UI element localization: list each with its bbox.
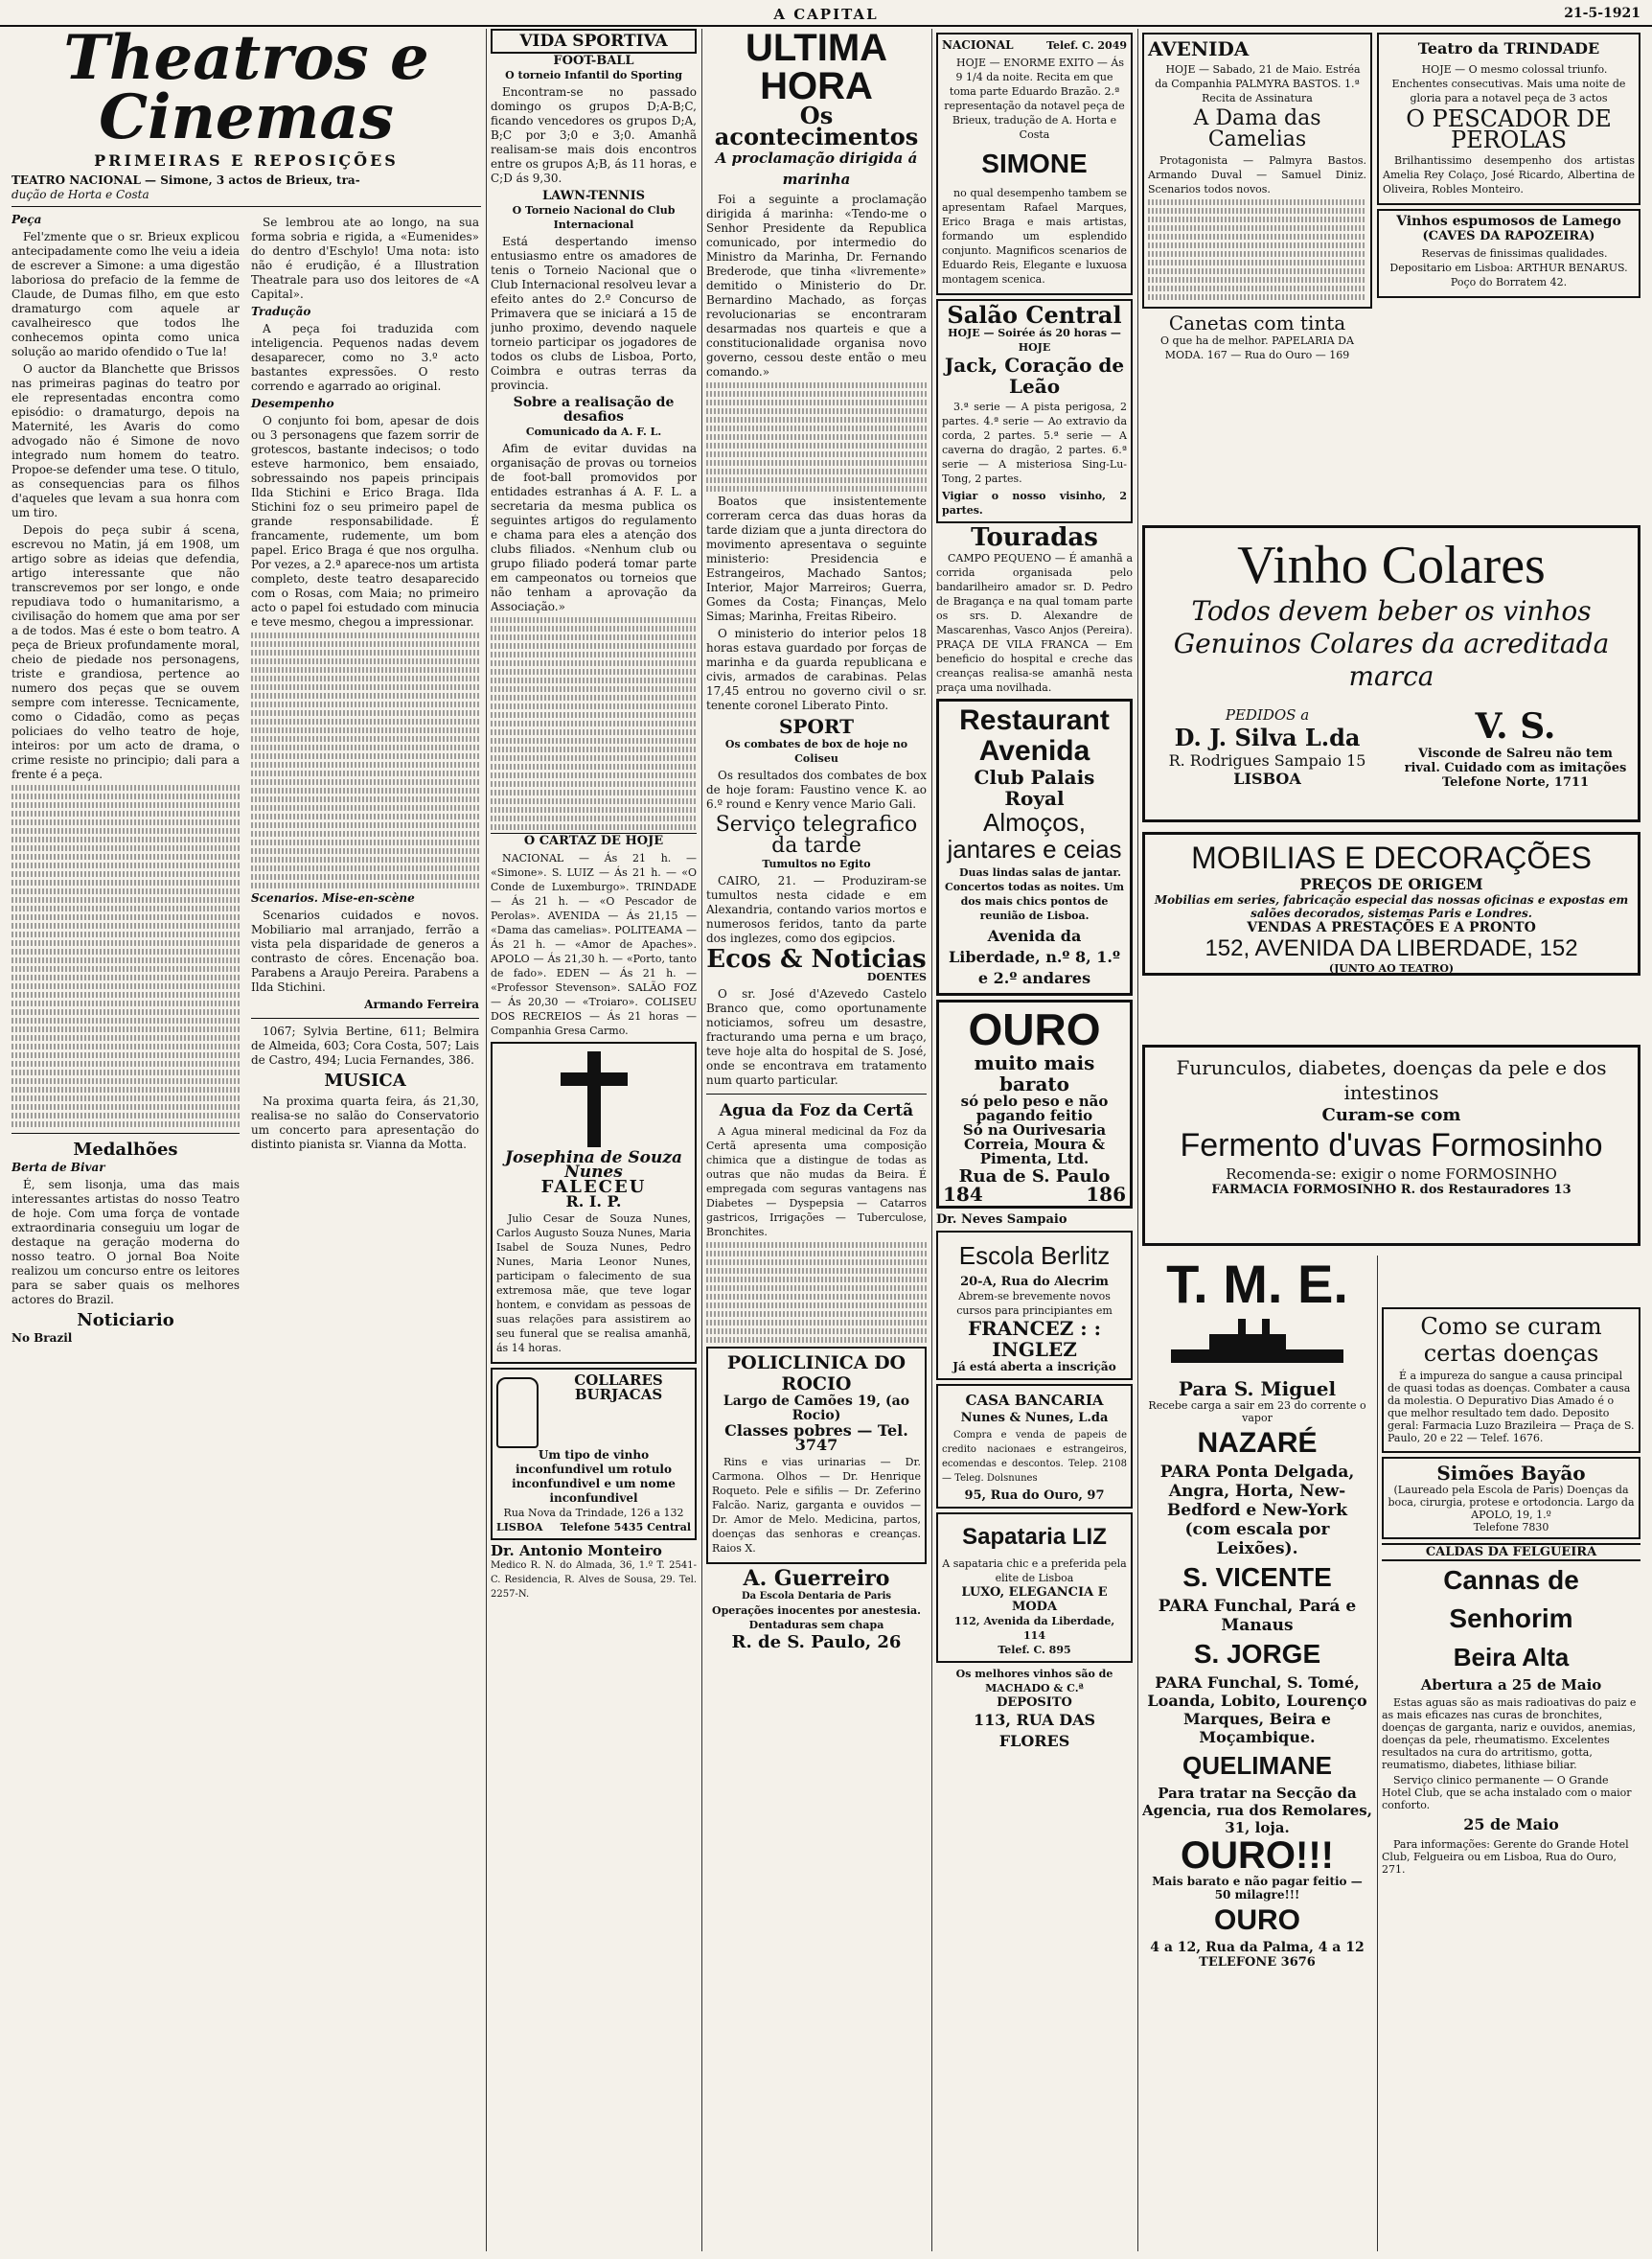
abertura-text: Abertura a 25 de Maio bbox=[1420, 1676, 1602, 1694]
article-text: O conjunto foi bom, apesar de dois ou 3 personagens que fazem sorrir de grotescos, bastante indecisos; o todo esteve harmonico, bem ensaiado, sobressaindo nos papeis principais Ilda Stichini e Erico Braga. Ilda Stichini foz o seu primeiro papel de grande responsabilidade. É francamente, rudemente, um bom papel. Erico Braga é que nos orgulha. Por vezes, a 2.ª aparece-nos um artista completo, deste teatro desaparecido com o Rosas, com Maia; no primeiro acto o papel foi estudado com minucia e teve mesmo, chegou a impressionar. bbox=[251, 414, 479, 629]
ultima-hora-column bbox=[706, 29, 927, 2251]
text-filler bbox=[706, 382, 927, 492]
lawn-tennis-subheading: O Torneio Nacional do Club Internacional bbox=[512, 204, 676, 231]
text-filler bbox=[491, 617, 697, 830]
vinho-vs-phone: Telefone Norte, 1711 bbox=[1441, 775, 1590, 790]
restaurant-club: Club Palais Royal bbox=[974, 766, 1095, 810]
proclamacao-heading: A proclamação dirigida á marinha bbox=[715, 150, 918, 188]
mobilias-ad bbox=[1142, 832, 1641, 976]
ultima-hora-heading: ULTIMA HORA bbox=[745, 29, 888, 107]
simoes-ad bbox=[1382, 1457, 1641, 1539]
salao-central-ad bbox=[936, 299, 1133, 523]
sport-column bbox=[491, 29, 697, 2251]
theatres-subtitle: PRIMEIRAS E REPOSIÇÕES bbox=[94, 151, 399, 170]
article-text: 1067; Sylvia Bertine, 611; Belmira de Almeida, 603; Cora Costa, 507; Lais de Castro, 494; Lucia Fernandes, 386. bbox=[251, 1025, 479, 1067]
como-text: É a impureza do sangue a causa principal de quasi todas as doenças. Combater a causa da molestia. O Depurativo Dias Amado é o que melhor resultado tem dado. Deposito geral: Farmacia Luzo Brazileira — Praça de S. Paulo, 20 e 22 — Telef. 1676. bbox=[1388, 1370, 1635, 1444]
mobilias-text: Mobilias em series, fabricação especial das nossas oficinas e expostas em salões decorados, sistemas Paris e Londres. bbox=[1154, 893, 1629, 920]
ouro-address: Rua de S. Paulo bbox=[958, 1166, 1111, 1187]
fermento-text: Recomenda-se: exigir o nome FORMOSINHO bbox=[1226, 1165, 1557, 1183]
sport-heading: SPORT bbox=[778, 715, 855, 738]
ouro-number-2: 186 bbox=[1086, 1183, 1126, 1206]
simone-title: SIMONE bbox=[981, 149, 1088, 178]
touradas-text: CAMPO PEQUENO — É amanhã a corrida organisada pelo bandarilheiro amador sr. D. Pedro de Bragança e na qual tomam parte os srs. D. Alexandre de Mascarenhas, Vasco Anjos (Pereira). PRAÇA DE VILA FRANCA — Em beneficio do hospital e creche das creanças realisa-se amanhã nesta praça uma novilhada. bbox=[936, 552, 1133, 694]
text-filler bbox=[11, 785, 240, 1127]
mobilias-title: MOBILIAS E DECORAÇÕES bbox=[1191, 841, 1592, 875]
article-text: Está despertando imenso entusiasmo entre os amadores de tenis o Torneio Nacional que o Club Internacional resolveu levar a efeito antes do 2.º Concurso de Primavera que se iniciará a 15 de junho proximo, devendo naquele torneio participar os jogadores de todos os clubs de Lisboa, Porto, Coimbra e outras terras da provincia. bbox=[491, 235, 697, 392]
lamego-sub: (CAVES DA RAPOZEIRA) bbox=[1422, 229, 1595, 243]
desafios-subheading: Comunicado da A. F. L. bbox=[525, 426, 662, 438]
sapataria-address: 112, Avenida da Liberdade, 114 bbox=[953, 1615, 1115, 1642]
canetas-text: O que ha de melhor. PAPELARIA DA MODA. 167 — Rua do Ouro — 169 bbox=[1160, 334, 1354, 361]
policlinica-ad bbox=[706, 1347, 927, 1564]
simoes-text: (Laureado pela Escola de Paris) Doenças da boca, cirurgia, protese e ortodoncia. Largo da APOLO, 19, 1.º bbox=[1388, 1484, 1635, 1521]
ouro2-text: Mais barato e não pagar feitio — 50 milagre!!! bbox=[1152, 1875, 1363, 1902]
nazare-text: PARA Ponta Delgada, Angra, Horta, New-Bedford e New-York (com escala por Leixões). bbox=[1159, 1463, 1355, 1558]
ship-icon bbox=[1142, 1317, 1372, 1374]
berlitz-open: Já está aberta a inscrição bbox=[952, 1360, 1116, 1373]
machado-address: 113, RUA DAS FLORES bbox=[973, 1711, 1096, 1750]
berlitz-title: Escola Berlitz bbox=[958, 1241, 1111, 1270]
casa-text: Compra e venda de papeis de credito nacionaes e estrangeiros, ecomendas e descontos. Telep. 2108 — Teleg. Dolsnunes bbox=[942, 1430, 1127, 1484]
caldas-date: 25 de Maio bbox=[1463, 1815, 1559, 1833]
article-text: O auctor da Blanchette que Brissos nas primeiras paginas do teatro por ele representadas encontra como episódio: o dramaturgo, depois na Maternité, les Avaris do como advogado não é Simone de novo integrado num homem do teatro. Propoe-se defender uma tese. O titulo, as consequencias para os filhos d'aqueles que levam a sua honra com um tiro. bbox=[11, 362, 240, 519]
ouro3-title: OURO bbox=[1214, 1904, 1300, 1936]
policlinica-text: Rins e vias urinarias — Dr. Carmona. Olhos — Dr. Henrique Roqueto. Pele e sifilis — Dr. Zeferino Falcão. Nariz, garganta e ouvidos — Dr. Amor de Melo. Medicina, partos, doenças das senhoras e creanças. Raios X. bbox=[712, 1456, 921, 1555]
acontecimentos-heading: Os acontecimentos bbox=[714, 102, 919, 150]
vicente-title: S. VICENTE bbox=[1182, 1562, 1332, 1592]
ouro-text: só pelo peso e não pagando feitio bbox=[960, 1093, 1109, 1124]
text-filler bbox=[251, 633, 479, 888]
lamego-title: Vinhos espumosos de Lamego bbox=[1396, 214, 1621, 229]
mobilias-near: (JUNTO AO TEATRO) bbox=[1328, 962, 1455, 975]
cannas-title: Cannas de Senhorim bbox=[1443, 1565, 1579, 1633]
cross-icon bbox=[561, 1051, 628, 1147]
mobilias-sub: PREÇOS DE ORIGEM bbox=[1299, 875, 1483, 893]
collares-address: Rua Nova da Trindade, 126 a 132 bbox=[503, 1507, 684, 1519]
caldas-text: Estas aguas são as mais radioativas do paiz e as mais eficazes nas curas de bronchites, doenças de garganta, nariz e ouvidos, anemias, doenças da pele, rheumatismo. Excelentes resultados na cura do artritismo, gotta, reumatismo, diabetes, lithiase biliar. bbox=[1382, 1696, 1637, 1771]
vigiar-text: Vigiar o nosso visinho, 2 partes. bbox=[942, 490, 1127, 517]
lamego-ad bbox=[1377, 209, 1641, 298]
jorge-title: S. JORGE bbox=[1193, 1639, 1321, 1669]
obituary-text: Julio Cesar de Souza Nunes, Carlos Augusto Souza Nunes, Maria Isabel de Souza Nunes, Pedro Nunes, Maria Leonor Nunes, participam o falecimento de sua extremosa mãe, que teve logar hontem, e convidam as pessoas de suas relações para assistirem ao seu funeral que se realisa amanhã, ás 14 horas. bbox=[496, 1212, 691, 1354]
jorge-text: PARA Funchal, S. Tomé, Loanda, Lobito, Lourenço Marques, Beira e Moçambique. bbox=[1147, 1673, 1367, 1746]
article-text: É, sem lisonja, uma das mais interessantes artistas do nosso Teatro de hoje. Com uma força de vontade extraordinaria conseguiu um logar de destaque na geração moderna do nosso teatro. O jornal Boa Noite realizou um concurso entre os leitores para se saber quais os melhores actores do Brazil. bbox=[11, 1178, 240, 1306]
obituary-box bbox=[491, 1042, 697, 1364]
article-text: Na proxima quarta feira, ás 21,30, realisa-se no salão do Conservatorio um concerto para apresentação do distinto pianista sr. Vianna da Motta. bbox=[251, 1095, 479, 1151]
vinho-vs: V. S. bbox=[1475, 706, 1556, 747]
ecos-heading: Ecos & Noticias bbox=[706, 945, 927, 974]
tme-ad bbox=[1142, 1256, 1372, 2252]
ouro3-phone: TELEFONE 3676 bbox=[1199, 1955, 1316, 1970]
berlitz-languages: FRANCEZ : : INGLEZ bbox=[967, 1317, 1102, 1361]
musica-heading: MUSICA bbox=[324, 1071, 406, 1091]
simoes-phone: Telefone 7830 bbox=[1473, 1521, 1549, 1533]
monteiro-text: Medico R. N. do Almada, 36, 1.º T. 2541-C. Residencia, R. Alves de Sousa, 29. Tel. 2257-N. bbox=[491, 1560, 697, 1600]
miguel-title: Para S. Miguel bbox=[1178, 1377, 1337, 1400]
jack-title: Jack, Coração de Leão bbox=[944, 354, 1125, 398]
vinho-colares-ad bbox=[1142, 525, 1641, 822]
restaurant-title: Restaurant Avenida bbox=[959, 704, 1110, 767]
guerreiro-text: Operações inocentes por anestesia. Dentaduras sem chapa bbox=[712, 1604, 921, 1631]
vinho-pedidos: PEDIDOS a bbox=[1225, 706, 1310, 724]
vinho-sub: Todos devem beber os vinhos Genuinos Colares da acreditada marca bbox=[1173, 595, 1610, 692]
collares-city: LISBOA bbox=[496, 1521, 543, 1533]
vida-sportiva-heading: VIDA SPORTIVA bbox=[491, 29, 697, 54]
salao-title: Salão Central bbox=[947, 301, 1122, 329]
simoes-title: Simões Bayão bbox=[1436, 1462, 1586, 1485]
obituary-faleceu: FALECEU bbox=[540, 1177, 647, 1197]
trindade-ad bbox=[1377, 33, 1641, 205]
caldas-info: Para informações: Gerente do Grande Hotel Club, Felgueira ou em Lisboa, Rua do Ouro, 271. bbox=[1382, 1838, 1629, 1876]
fermento-ad bbox=[1142, 1045, 1641, 1246]
article-text: O ministerio do interior pelos 18 horas estava guardado por forças de marinha e da guarda republicana e civis, armados de carabinas. Pelas 17,45 entrou no governo civil o sr. tenente coronel Liberato Pinto. bbox=[706, 627, 927, 712]
bottle-icon bbox=[496, 1377, 539, 1448]
nacional-phone: Telef. C. 2049 bbox=[1046, 39, 1127, 52]
collares-title: COLLARES BURJACAS bbox=[574, 1372, 663, 1403]
ouro2-title: OURO!!! bbox=[1181, 1834, 1334, 1877]
nacional-ad bbox=[936, 33, 1133, 295]
vinho-title: Vinho Colares bbox=[1237, 536, 1546, 595]
theatres-title: Theatros e Cinemas bbox=[63, 29, 429, 153]
vicente-text: PARA Funchal, Pará e Manaus bbox=[1158, 1597, 1357, 1635]
collares-phone: Telefone 5435 Central bbox=[560, 1521, 691, 1533]
football-heading: FOOT-BALL bbox=[553, 54, 634, 68]
berlitz-address: 20-A, Rua do Alecrim bbox=[960, 1275, 1109, 1289]
ouro3-address: 4 a 12, Rua da Palma, 4 a 12 bbox=[1150, 1940, 1365, 1955]
trindade-title: Teatro da TRINDADE bbox=[1417, 39, 1600, 58]
vinho-vs-text: Visconde de Salreu não tem rival. Cuidado com as imitações bbox=[1404, 747, 1627, 775]
fermento-curam: Curam-se com bbox=[1321, 1105, 1461, 1125]
noticiario-subheading: No Brazil bbox=[11, 1331, 73, 1345]
article-author: Armando Ferreira bbox=[364, 998, 479, 1011]
ouro-ad bbox=[936, 1000, 1133, 1209]
guerreiro-address: R. de S. Paulo, 26 bbox=[731, 1632, 902, 1652]
article-text: Boatos que insistentemente correram cerca das duas horas da tarde diziam que a junta directora do movimento apresentava o seguinte ministerio: Presidencia e Estrangeiros, Machado Santos; Interior, Major Marreiros; Guerra, Gomes da Costa; Finanças, Melo Simas; Marinha, Freitas Ribeiro. bbox=[706, 495, 927, 623]
ouro-number-1: 184 bbox=[943, 1183, 983, 1206]
policlinica-phone: Classes pobres — Tel. 3747 bbox=[724, 1421, 908, 1454]
nazare-title: NAZARÉ bbox=[1197, 1427, 1318, 1459]
fermento-address: FARMACIA FORMOSINHO R. dos Restauradores 13 bbox=[1211, 1183, 1572, 1197]
casa-address: 95, Rua do Ouro, 97 bbox=[964, 1488, 1105, 1503]
noticiario-heading: Noticiario bbox=[77, 1310, 174, 1330]
servico-heading: Serviço telegrafico da tarde bbox=[715, 813, 918, 858]
policlinica-title: POLICLINICA DO ROCIO bbox=[726, 1352, 906, 1395]
collares-ad bbox=[491, 1368, 697, 1540]
miguel-text: Recebe carga a sair em 23 do corrente o vapor bbox=[1148, 1399, 1366, 1424]
newspaper-name: A CAPITAL bbox=[773, 6, 879, 23]
fermento-title: Fermento d'uvas Formosinho bbox=[1180, 1127, 1603, 1164]
guerreiro-title: A. Guerreiro bbox=[743, 1566, 890, 1591]
theatres-column bbox=[11, 29, 481, 2251]
pescador-title: O PESCADOR DE PEROLAS bbox=[1406, 105, 1612, 153]
mobilias-vendas: VENDAS A PRESTAÇÕES E A PRONTO bbox=[1247, 920, 1536, 935]
avenida-title: AVENIDA bbox=[1148, 37, 1250, 60]
restaurant-address: Avenida da Liberdade, n.º 8, 1.º e 2.º andares bbox=[949, 927, 1120, 987]
article-text: CAIRO, 21. — Produziram-se tumultos nesta cidade e em Alexandria, contando varios mortos e numerosos feridos, tanto da parte dos inglezes, como dos egipcios. bbox=[706, 874, 927, 945]
ads-column-d bbox=[1382, 1303, 1641, 2252]
vinho-silva: D. J. Silva L.da bbox=[1174, 724, 1361, 751]
theatres-headline: TEATRO NACIONAL — Simone, 3 actos de Brieux, tra- bbox=[11, 173, 360, 187]
theatres-headline-2: dução de Horta e Costa bbox=[11, 188, 481, 207]
como-curam-ad bbox=[1382, 1307, 1641, 1453]
monteiro-name: Dr. Antonio Monteiro bbox=[491, 1542, 662, 1559]
text-filler bbox=[1148, 199, 1366, 300]
simone-text: no qual desempenho tambem se apresentam Rafael Marques, Erico Braga e mais artistas, formando um esplendido conjunto. Magnificos scenarios de Eduardo Reis, Elegante e luxuosa montagem scenica. bbox=[942, 187, 1127, 286]
casa-title: CASA BANCARIA bbox=[965, 1392, 1104, 1409]
quelimane-text: Para tratar na Secção da Agencia, rua dos Remolares, 31, loja. bbox=[1142, 1785, 1372, 1836]
restaurant-meals: Almoços, jantares e ceias bbox=[947, 808, 1122, 864]
sapataria-title: Sapataria LIZ bbox=[962, 1524, 1107, 1550]
article-text: A peça foi traduzida com inteligencia. Pequenos nadas devem desaparecer, como no 3.º acto bastantes expressões. O resto correndo e agarrado ao original. bbox=[251, 322, 479, 393]
desafios-heading: Sobre a realisação de desafios bbox=[513, 395, 675, 425]
avenida-text: HOJE — Sabado, 21 de Maio. Estréa da Companhia PALMYRA BASTOS. 1.ª Recita de Assinatura bbox=[1155, 63, 1361, 104]
agua-heading: Agua da Foz da Certã bbox=[719, 1101, 914, 1120]
article-text: Encontram-se no passado domingo os grupos D;A-B;C, ficando vencedores os grupos D;A, B;C por 3;0 e 3;0. Amanhã realisam-se mais dois encontros entre os grupos A;B, ás 11 horas, e C;D ás 9,30. bbox=[491, 85, 697, 185]
sampaio-name: Dr. Neves Sampaio bbox=[936, 1212, 1067, 1227]
tumultos-heading: Tumultos no Egito bbox=[762, 858, 871, 870]
canetas-title: Canetas com tinta bbox=[1168, 311, 1346, 334]
jack-text: 3.ª serie — A pista perigosa, 2 partes. 4.ª serie — Ao extravio da corda, 2 partes. 5.ª serie — A caverna do dragão, 2 partes. 6.ª serie — A misteriosa Sing-Lu-Tong, 2 partes. bbox=[942, 401, 1127, 485]
article-text: Afim de evitar duvidas na organisação de provas ou torneios de foot-ball promovidos por entidades estranhas á A. F. L. a secretaria da mesma publica os seguintes artigos do regulamento e chama para eles a atenção dos clubs filiados. «Nenhum club ou grupo filiado poderá tomar parte em campeonatos ou torneios que não tenham a aprovação da Associação.» bbox=[491, 442, 697, 613]
page-date: 21-5-1921 bbox=[1564, 6, 1641, 21]
touradas-heading: Touradas bbox=[971, 523, 1098, 552]
sapataria-ad bbox=[936, 1512, 1133, 1663]
sapataria-lux: LUXO, ELEGANCIA E MODA bbox=[961, 1585, 1108, 1614]
article-text: Foi a seguinte a proclamação dirigida á marinha: «Tendo-me o Senhor Presidente da Republica comunicado, por intermedio do Ministro da Marinha, Dr. Fernando Brederode, que tinha «livremente» demitido o Ministerio do Dr. Bernardino Machado, as forças revolucionarias se encontraram desarmadas nos quarteis e que a constitucionalidade organisa novo governo, cessou deste então o meu comando.» bbox=[706, 193, 927, 379]
dama-title: A Dama das Camelias bbox=[1193, 106, 1321, 151]
obituary-name: Josephina de Souza Nunes bbox=[504, 1148, 683, 1182]
agua-text: A Agua mineral medicinal da Foz da Certã apresenta uma composição chimica que a distingue de todas as outras que não mudas da Beira. É empregada com seguras vantagens nas Diabetes — Dyspepsia — Catarros gastricos, Irrigações — Tuberculose, Bronchites. bbox=[706, 1125, 927, 1238]
sapataria-text: A sapataria chic e a preferida pela elite de Lisboa bbox=[942, 1557, 1127, 1584]
beira-title: Beira Alta bbox=[1453, 1643, 1570, 1671]
tme-title: T. M. E. bbox=[1166, 1256, 1348, 1314]
salao-sub: HOJE — Soirée ás 20 horas — HOJE bbox=[948, 327, 1121, 354]
dama-text: Protagonista — Palmyra Bastos. Armando Duval — Samuel Diniz. Scenarios todos novos. bbox=[1148, 154, 1366, 196]
torneio-heading: O torneio Infantil do Sporting bbox=[505, 69, 682, 81]
vinho-silva-address: R. Rodrigues Sampaio 15 bbox=[1168, 751, 1366, 770]
ouro-sub: muito mais barato bbox=[974, 1051, 1095, 1095]
section-desempenho: Desempenho bbox=[251, 397, 334, 410]
pescador-text: Brilhantissimo desempenho dos artistas Amelia Rey Colaço, José Ricardo, Albertina de Oliveira, Robles Monteiro. bbox=[1383, 154, 1635, 196]
nacional-title: NACIONAL bbox=[942, 38, 1014, 52]
medalhoes-heading: Medalhões bbox=[73, 1140, 178, 1160]
collares-slogan: Um tipo de vinho inconfundivel um rotulo inconfundivel e um nome inconfundivel bbox=[512, 1448, 676, 1505]
section-traducao: Tradução bbox=[251, 305, 311, 318]
lawn-tennis-heading: LAWN-TENNIS bbox=[541, 189, 646, 203]
casa-bancaria-ad bbox=[936, 1384, 1133, 1509]
policlinica-address: Largo de Camões 19, (ao Rocio) bbox=[723, 1394, 910, 1423]
article-text: O sr. José d'Azevedo Castelo Branco que, como oportunamente noticiamos, sofreu um desastre, fracturando uma perna e um braço, teve hoje alta do hospital de S. José, onde se encontrava em tratamento num quarto particular. bbox=[706, 987, 927, 1087]
medalhoes-subheading: Berta de Bivar bbox=[11, 1161, 105, 1174]
berlitz-ad bbox=[936, 1231, 1133, 1380]
section-scenarios: Scenarios. Mise-en-scène bbox=[251, 891, 415, 905]
berlitz-text: Abrem-se brevemente novos cursos para principiantes em bbox=[956, 1290, 1113, 1317]
guerreiro-sub: Da Escola Dentaria de Paris bbox=[741, 1591, 892, 1602]
como-title: Como se curam certas doenças bbox=[1420, 1313, 1602, 1367]
text-filler bbox=[706, 1242, 927, 1343]
article-text: Os resultados dos combates de box de hoje foram: Faustino vence K. ao 6.º round e Kenry vence Mario Gali. bbox=[706, 769, 927, 811]
ouro-title: OURO bbox=[968, 1004, 1101, 1054]
nacional-text: HOJE — ENORME EXITO — Ás 9 1/4 da noite. Recita em que toma parte Eduardo Brazão. 2.ª representação da notavel peça de Brieux, tradução de A. Horta e Costa bbox=[944, 57, 1125, 141]
article-text: Scenarios cuidados e novos. Mobiliario mal arranjado, ferrão a vista pela disparidade de generos a contrasto de côres. Encenação boa. Parabens a Araujo Pereira. Parabens a Ilda Stichini. bbox=[251, 909, 479, 994]
caldas-hotel: Serviço clinico permanente — O Grande Hotel Club, que se acha instalado com o maior conforto. bbox=[1382, 1774, 1632, 1811]
quelimane-title: QUELIMANE bbox=[1182, 1751, 1332, 1780]
ouro-where: Só na Ourivesaria Correia, Moura & Pimenta, Ltd. bbox=[962, 1121, 1107, 1167]
article-text: Se lembrou ate ao longo, na sua forma sobria e rigida, a «Eumenides» do dentro d'Eschylo! Uma nota: isto não é erudição, é a Illustration Theatrale para uso dos leitores de «A Capital». bbox=[251, 216, 479, 301]
article-text: Depois do peça subir á scena, escrevou no Matin, já em 1908, um artigo sobre as ideias que defendia, artigo interessante que não transcrevemos por ser longo, e onde repudiava todo o humanitarismo, a civilisação do homem que ama por ser a de todos. Mas é este o bom teatro. A peça de Brieux profundamente moral, cheio de piedade nos personagens, triste e grandiosa, pertence ao numero dos peças que se ouvem sempre com interesse. Tecnicamente, como o Cidadão, como as peças policiaes do velho teatro de hoje, inteiros: por um acto de drama, o crime resiste no principio; dali para a frente é a peça. bbox=[11, 523, 240, 781]
fermento-diseases: Furunculos, diabetes, doenças da pele e dos intestinos bbox=[1176, 1056, 1607, 1104]
vinho-lisboa: LISBOA bbox=[1233, 770, 1301, 788]
sport-subheading: Os combates de box de hoje no Coliseu bbox=[724, 738, 908, 765]
restaurant-ad bbox=[936, 699, 1133, 996]
section-peca: Peça bbox=[11, 213, 42, 226]
mobilias-address: 152, AVENIDA DA LIBERDADE, 152 bbox=[1205, 935, 1578, 961]
doentes-heading: DOENTES bbox=[866, 971, 927, 983]
article-text: Fel'zmente que o sr. Brieux explicou antecipadamente como lhe veiu a ideia de escrever a Simone: a uma digestão laboriosa do prefacio de la femme de Claude, de Dumas filho, em que esto dramaturgo com aquele ar cavalheiresco que todos lhe conhecemos opinta como unica solução ao marido ofendido o Tue la! bbox=[11, 230, 240, 358]
trindade-text: HOJE — O mesmo colossal triunfo. Enchentes consecutivas. Mais uma noite de gloria para a notavel peça de 3 actos bbox=[1391, 63, 1626, 104]
lamego-text: Reservas de finissimas qualidades. Depositario em Lisboa: ARTHUR BENARUS. Poço do Borratem 42. bbox=[1389, 247, 1628, 288]
casa-sub: Nunes & Nunes, L.da bbox=[960, 1411, 1109, 1425]
avenida-theatre-ad bbox=[1142, 33, 1372, 309]
page-header bbox=[0, 6, 1652, 27]
cartaz-text: NACIONAL — Ás 21 h. — «Simone». S. LUIZ — Ás 21 h. — «O Conde de Luxemburgo». TRINDADE — Ás 21 h. — «O Pescador de Perolas». AVENIDA — Ás 21,15 — «Dama das camelias». POLITEAMA — Ás 21 h. — «Amor de Apaches». APOLO — Ás 21,30 h. — «Porto, tanto de fado». EDEN — Ás 21 h. — «Professor Stevenson». SALÃO FOZ — Ás 20,30 — «Troiaro». COLISEU DOS RECREIOS — Ás 21 horas — Companhia Gresa Carmo. bbox=[491, 852, 697, 1037]
machado-deposito: DEPOSITO bbox=[997, 1695, 1072, 1710]
caldas-heading: CALDAS DA FELGUEIRA bbox=[1382, 1543, 1641, 1561]
cartaz-heading: O CARTAZ DE HOJE bbox=[491, 833, 697, 848]
restaurant-text: Duas lindas salas de jantar. Concertos todas as noites. Um dos mais chics pontos de reunião de Lisboa. bbox=[944, 866, 1125, 922]
sapataria-phone: Telef. C. 895 bbox=[998, 1644, 1071, 1656]
machado-text: Os melhores vinhos são de MACHADO & C.ª bbox=[955, 1668, 1113, 1694]
obituary-rip: R. I. P. bbox=[565, 1192, 622, 1210]
ads-column-a bbox=[936, 29, 1133, 2251]
